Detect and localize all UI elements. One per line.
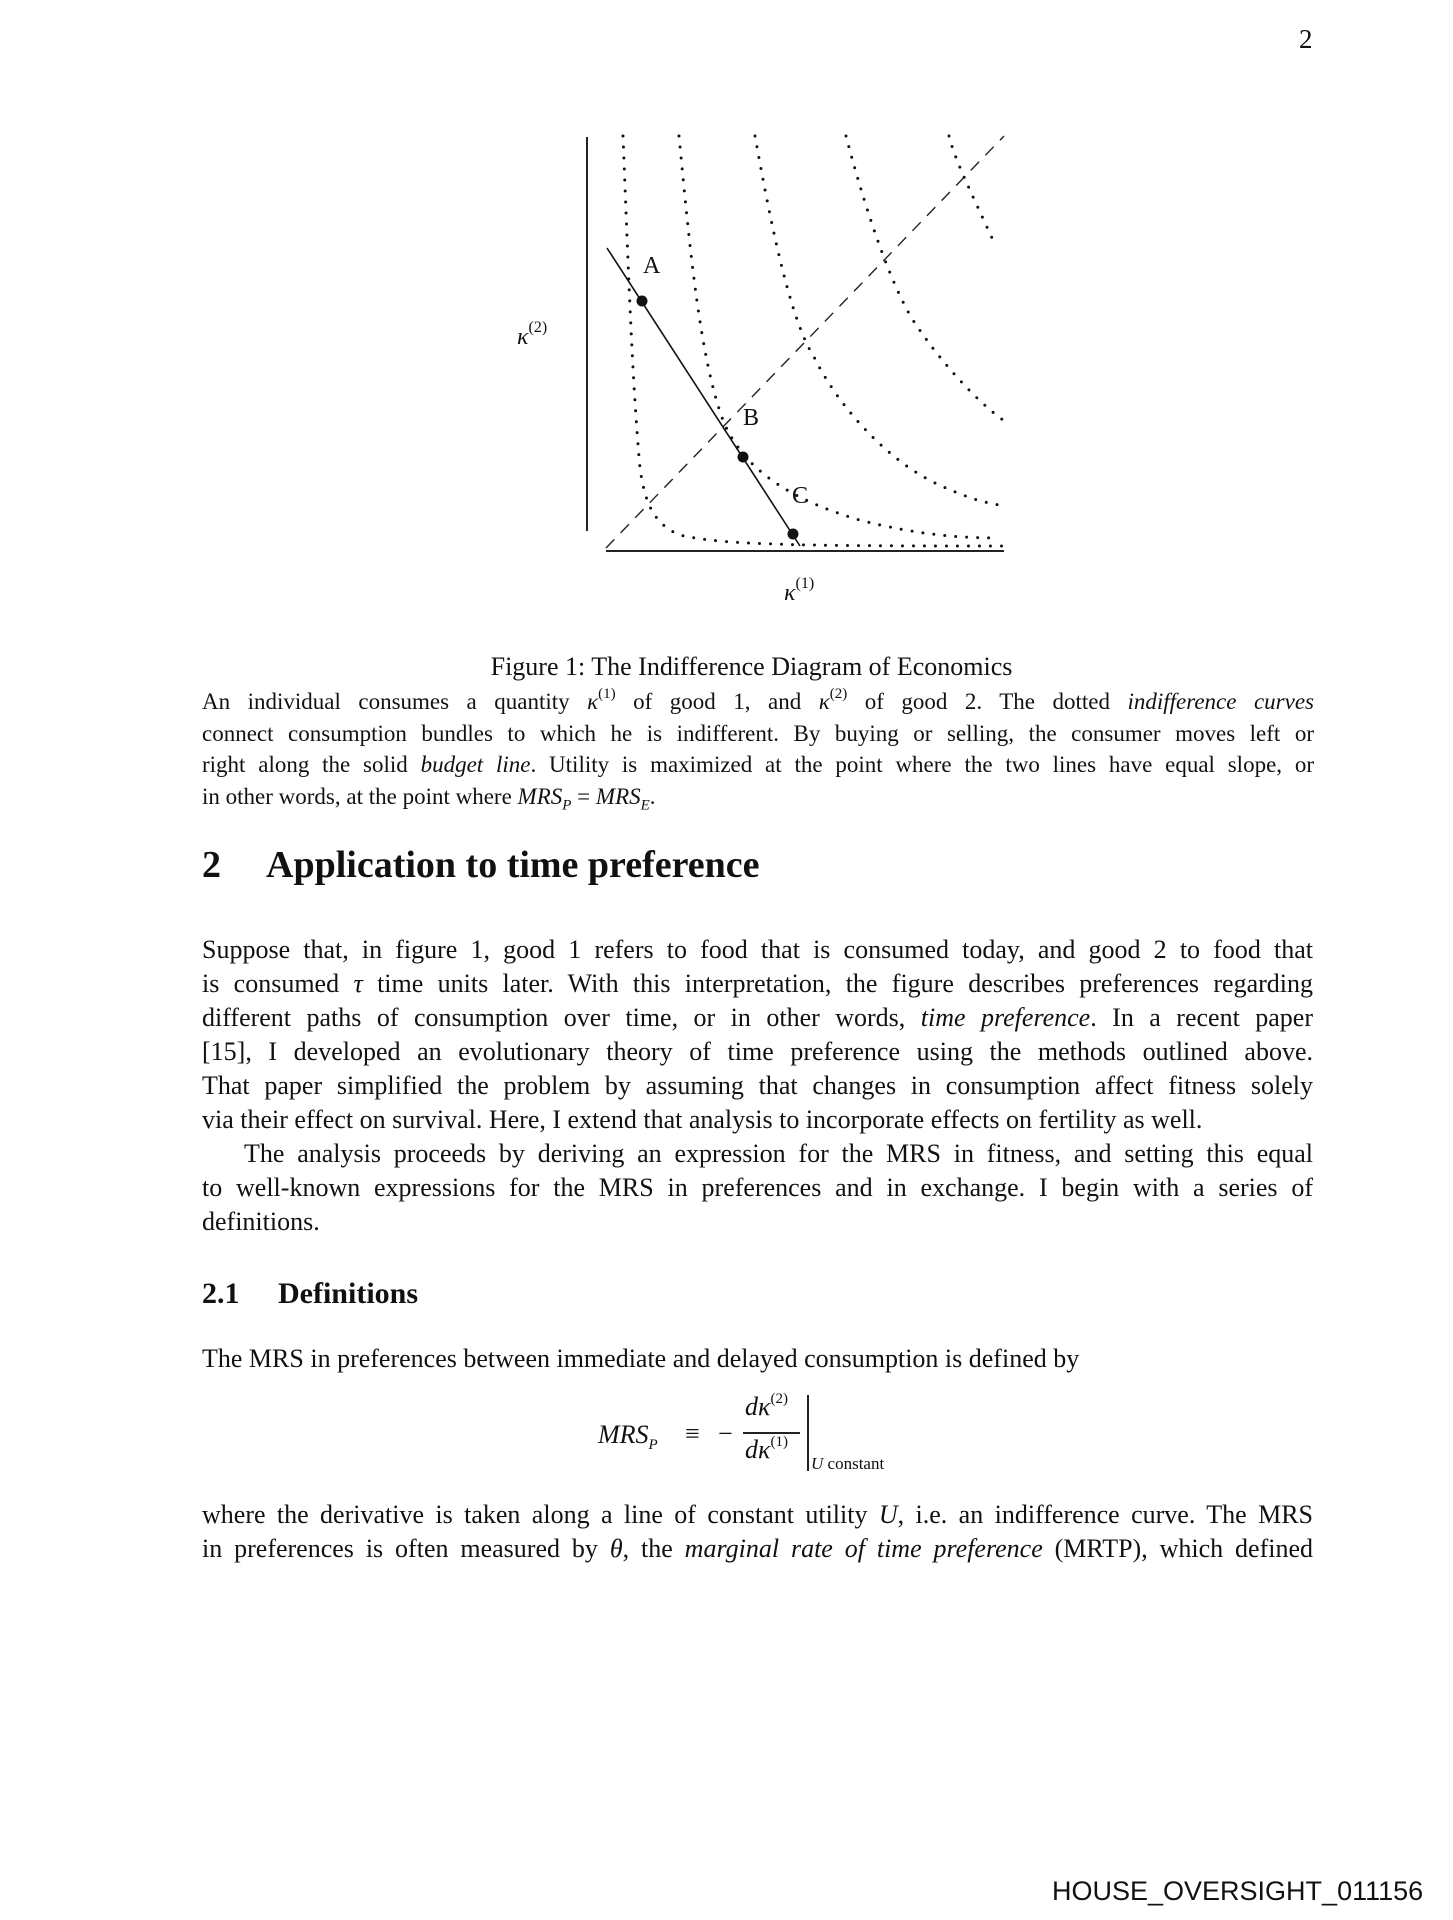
- superscript: (2): [770, 1391, 788, 1408]
- mrs-symbol: MRS: [598, 1420, 649, 1449]
- subscript: E: [640, 797, 650, 814]
- minus-sign: −: [718, 1419, 733, 1448]
- point-b-label: B: [743, 405, 760, 431]
- emphasis-budget-line: budget line: [420, 752, 531, 777]
- paragraph-2: [202, 1137, 1313, 1239]
- paragraph-line: [202, 1001, 1313, 1035]
- text: (MRTP), which defined: [1042, 1534, 1314, 1563]
- figure-caption: [202, 686, 1314, 812]
- point-a-marker: [637, 296, 648, 307]
- indifference-diagram: [0, 0, 1453, 640]
- mrs-symbol: MRS: [517, 783, 563, 809]
- paragraph-line: [202, 967, 1313, 1001]
- text: . In a recent paper: [1090, 1003, 1313, 1032]
- caption-line: [202, 686, 1314, 718]
- caption-text: .: [649, 783, 656, 809]
- paragraph-line: That paper simplified the problem by assuming that changes in consumption affect fitness solely: [202, 1071, 1313, 1100]
- equiv-sign: ≡: [685, 1419, 700, 1448]
- point-c-marker: [788, 529, 799, 540]
- mrs-equation: [598, 1392, 918, 1482]
- subscript: P: [648, 1437, 658, 1454]
- paragraph-line: definitions.: [202, 1207, 320, 1236]
- equals-sign: =: [571, 783, 596, 809]
- caption-text: of good 2. The dotted: [847, 689, 1128, 714]
- point-a-label: A: [643, 253, 661, 279]
- paragraph-line: via their effect on survival. Here, I extend that analysis to incorporate effects on fertility as well.: [202, 1105, 1203, 1134]
- section-number: 2: [202, 844, 221, 886]
- evaluation-condition: [811, 1454, 884, 1474]
- caption-text: right along the solid: [202, 752, 421, 777]
- d-kappa: dκ: [745, 1392, 771, 1421]
- section-title: Application to time preference: [266, 844, 760, 886]
- indifference-curve-3: [755, 136, 999, 505]
- superscript: (2): [829, 686, 848, 703]
- indifference-curve-1: [623, 136, 1003, 546]
- section-heading: [202, 843, 760, 887]
- paragraph-line: [15], I developed an evolutionary theory of time preference using the methods outlined above.: [202, 1037, 1313, 1066]
- fraction-denominator: [745, 1435, 788, 1465]
- indifference-curve-2: [679, 136, 999, 538]
- text: different paths of consumption over time, or in other words,: [202, 1003, 921, 1032]
- equation-lhs: [598, 1420, 658, 1454]
- indifference-curve-4: [846, 136, 1003, 420]
- kappa-symbol: κ: [818, 689, 830, 714]
- kappa-symbol: κ: [587, 689, 599, 714]
- emphasis-indifference-curves: indifference curves: [1127, 689, 1314, 714]
- document-stamp: HOUSE_OVERSIGHT_011156: [1052, 1876, 1424, 1906]
- paragraph-line: [202, 1532, 1313, 1566]
- emphasis-mrtp: marginal rate of time preference: [684, 1534, 1043, 1563]
- text: where the derivative is taken along a line of constant utility: [202, 1500, 879, 1529]
- superscript: (1): [770, 1434, 788, 1451]
- utility-symbol: U: [878, 1500, 898, 1529]
- theta-symbol: θ: [609, 1534, 623, 1563]
- text: time units later. With this interpretation, the figure describes preferences regarding: [362, 969, 1314, 998]
- caption-text: of good 1, and: [615, 689, 819, 714]
- caption-line: [202, 749, 1314, 781]
- point-b-marker: [738, 452, 749, 463]
- tau-symbol: τ: [353, 969, 363, 998]
- text: in preferences is often measured by: [202, 1534, 610, 1563]
- paragraph-line: Suppose that, in figure 1, good 1 refers to food that is consumed today, and good 2 to food that: [202, 935, 1313, 964]
- x-axis-symbol: κ: [784, 580, 796, 606]
- x-axis-superscript: (1): [795, 575, 815, 592]
- page-number: 2: [1299, 24, 1313, 54]
- caption-text: An individual consumes a quantity: [202, 689, 588, 714]
- text: is consumed: [202, 969, 354, 998]
- mrs-symbol: MRS: [595, 783, 641, 809]
- emphasis-time-preference: time preference: [920, 1003, 1091, 1032]
- condition-text: constant: [823, 1454, 885, 1473]
- indifference-curve-5: [949, 136, 992, 238]
- paragraph-line: The analysis proceeds by deriving an expression for the MRS in fitness, and setting this equal: [244, 1139, 1313, 1168]
- y-axis-label: [517, 319, 548, 351]
- paragraph-1: [202, 933, 1313, 1137]
- indifference-diagram-svg: [0, 0, 1453, 640]
- x-axis-label: [784, 575, 815, 607]
- figure-caption-title: Figure 1: The Indifference Diagram of Economics: [490, 652, 1013, 681]
- point-c-label: C: [792, 483, 809, 509]
- budget-line: [607, 248, 800, 546]
- text: , the: [622, 1534, 685, 1563]
- evaluation-bar: [807, 1395, 809, 1471]
- paragraph-line: The MRS in preferences between immediate and delayed consumption is defined by: [202, 1344, 1080, 1373]
- fraction-numerator: [745, 1392, 788, 1422]
- utility-symbol: U: [811, 1454, 824, 1473]
- text: , i.e. an indifference curve. The MRS: [897, 1500, 1313, 1529]
- subsection-title: Definitions: [278, 1277, 419, 1310]
- d-kappa: dκ: [745, 1435, 771, 1464]
- subsection-heading: [202, 1277, 418, 1311]
- subscript: P: [562, 797, 572, 814]
- subsection-number: 2.1: [202, 1277, 240, 1310]
- paragraph-line: [202, 1498, 1313, 1532]
- caption-text: in other words, at the point where: [202, 783, 518, 809]
- caption-line: connect consumption bundles to which he is indifferent. By buying or selling, the consumer moves left or: [202, 720, 1314, 746]
- y-axis-superscript: (2): [528, 319, 548, 336]
- paragraph-after-equation: [202, 1498, 1313, 1566]
- caption-line: [202, 781, 1314, 813]
- superscript: (1): [598, 686, 616, 703]
- definition-intro: [202, 1342, 1313, 1376]
- caption-text: . Utility is maximized at the point where the two lines have equal slope, or: [530, 752, 1314, 777]
- y-axis-symbol: κ: [517, 324, 529, 350]
- paragraph-line: to well-known expressions for the MRS in preferences and in exchange. I begin with a series of: [202, 1173, 1313, 1202]
